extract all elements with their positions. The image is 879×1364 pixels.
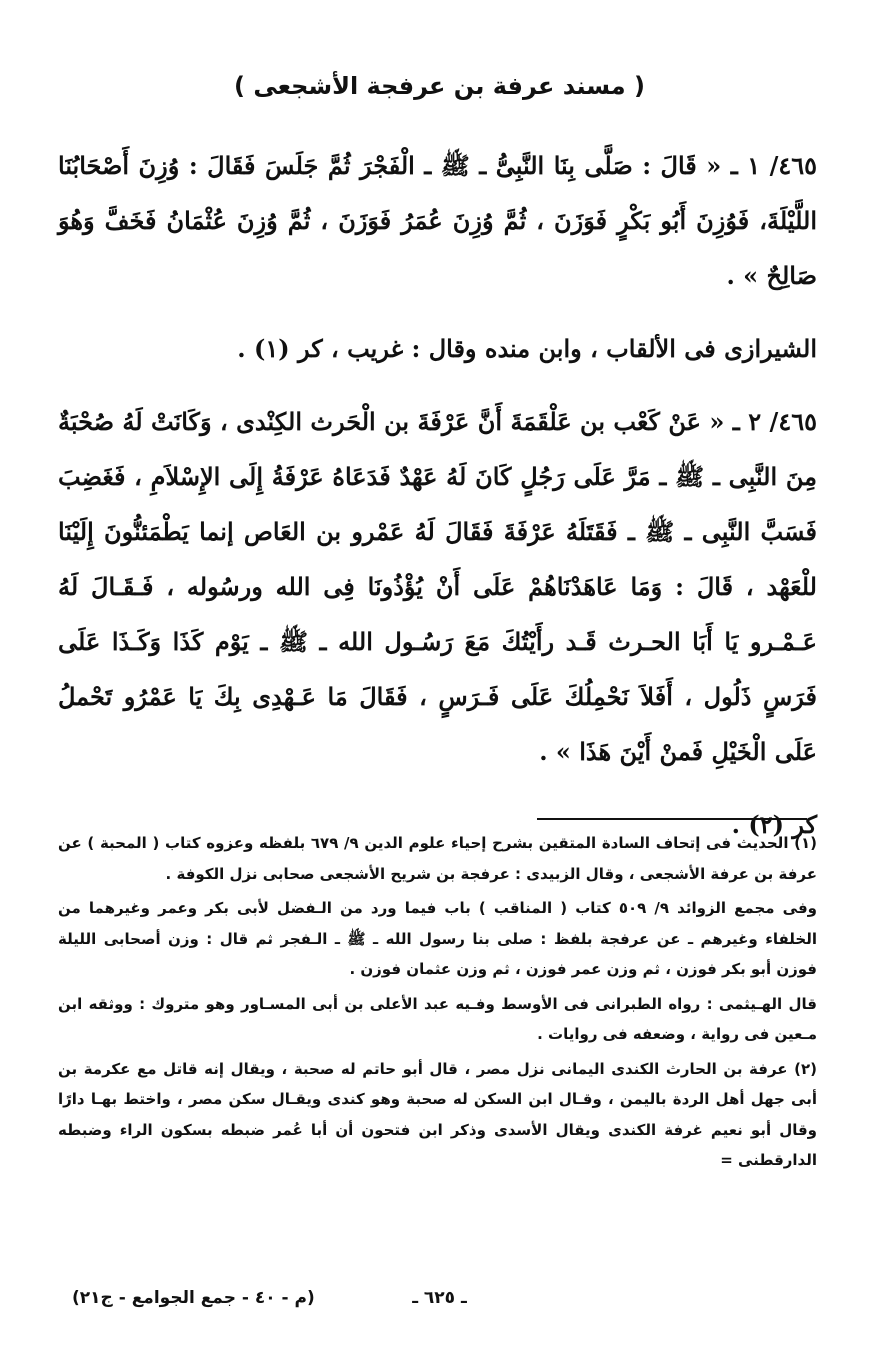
footnote: وفى مجمع الزوائد ٩/ ٥٠٩ كتاب ( المناقب ) باب فيما ورد من الـفضل لأبى بكر وعمر وغيرهما من الخلفاء وغيرهم ـ عن عرفجة بلفظ : صلى بنا رسول الله ـ ﷺ ـ الـفجر ثم قال : وزن أصحابى الليلة فوزن أبو بكر فوزن ، ثم وزن عمر فوزن ، ثم وزن عثمان فوزن . — [58, 899, 817, 978]
hadith-source: كر (٢) . — [731, 810, 817, 839]
footnote: (٢) عرفة بن الحارث الكندى اليمانى نزل مصر ، قال أبو حاتم له صحبة ، ويقال إنه قاتل مع عكرمة بن أبى جهل أهل الردة باليمن ، وقـال ابن السكن له صحبة وهو كندى ويقـال سكن مصر ، واختط بهـا دارًا وقال أبو نعيم غرفة الكندى ويقال الأسدى وذكر ابن فتحون أن أبا عُمر ضبطه بسكون الراء وضبطه الدارقطنى = — [58, 1059, 817, 1169]
main-text — [58, 138, 817, 870]
hadith-source: الشيرازى فى الألقاب ، وابن منده وقال : غريب ، كر (١) . — [237, 334, 817, 363]
footnote: قال الهـيثمى : رواه الطبرانى فى الأوسط وفـيه عبد الأعلى بن أبى المسـاور وهو متروك : ووثقه ابن مـعين فى رواية ، وضعفه فى روايات . — [58, 994, 817, 1043]
footnote-divider — [537, 818, 807, 820]
page-title: ( مسند عرفة بن عرفجة الأشجعى ) — [234, 72, 645, 100]
page-footer — [0, 1288, 879, 1318]
hadith-text: ٤٦٥/ ١ ـ « قَالَ : صَلَّى بِنَا النَّبِىُّ ـ ﷺ ـ الْفَجْرَ ثُمَّ جَلَسَ فَقَالَ : وُزِنَ أَصْحَابُنَا اللَّيْلَةَ، فَوُزِنَ أَبُو بَكْرٍ فَوَزَنَ ، ثُمَّ وُزِنَ عُمَرُ فَوَزَنَ ، ثُمَّ وُزِنَ عُثْمَانُ فَخَفَّ وَهُوَ صَالِحٌ » . — [58, 151, 818, 290]
footnote: (١) الحديث فى إتحاف السادة المتقين بشرح إحياء علوم الدين ٩/ ٦٧٩ بلفظه وعزوه كتاب ( المحبة ) عن عرفة بن عرفة الأشجعى ، وقال الزبيدى : عرفجة بن شريح الأشجعى صحابى نزل الكوفة . — [58, 834, 818, 883]
page-number: ـ ٦٢٥ ـ — [412, 1288, 467, 1308]
volume-signature: (م - ٤٠ - جمع الجوامع - ج٢١) — [72, 1288, 315, 1308]
footnotes — [58, 828, 817, 1180]
hadith-text: ٤٦٥/ ٢ ـ « عَنْ كَعْب بن عَلْقَمَةَ أَنَّ عَرْفَةَ بن الْحَرث الكِنْدى ، وَكَانَتْ لَهُ صُحْبَةٌ مِنَ النَّبِى ـ ﷺ ـ مَرَّ عَلَى رَجُلٍ كَانَ لَهُ عَهْدٌ فَدَعَاهُ عَرْفَةُ إِلَى الإِسْلاَمِ ، فَغَضِبَ فَسَبَّ النَّبِى ـ ﷺ ـ فَقَتَلَهُ عَرْفَةَ فَقَالَ لَهُ عَمْرو بن العَاص إنما يَطْمَئنُّونَ إِلَيْنَا للْعَهْد ، قَالَ : وَمَا عَاهَدْنَاهُمْ عَلَى أَنْ يُؤْذُونَا فِى الله ورسُوله ، فَـقَـالَ لَهُ عَـمْـرو يَا أَبَا الحـرث قَـد رأَيْتُكَ مَعَ رَسُـول الله ـ ﷺ ـ يَوْم كَذَا وَكَـذَا عَلَى فَرَسٍ ذَلُول ، أَفَلاَ نَحْمِلُكَ عَلَى فَـرَسٍ ، فَقَالَ مَا عَـهْدِى بِكَ يَا عَمْرُو تَحْملُ عَلَى الْخَيْلِ فَمنْ أَيْنَ هَذَا » . — [58, 407, 817, 766]
